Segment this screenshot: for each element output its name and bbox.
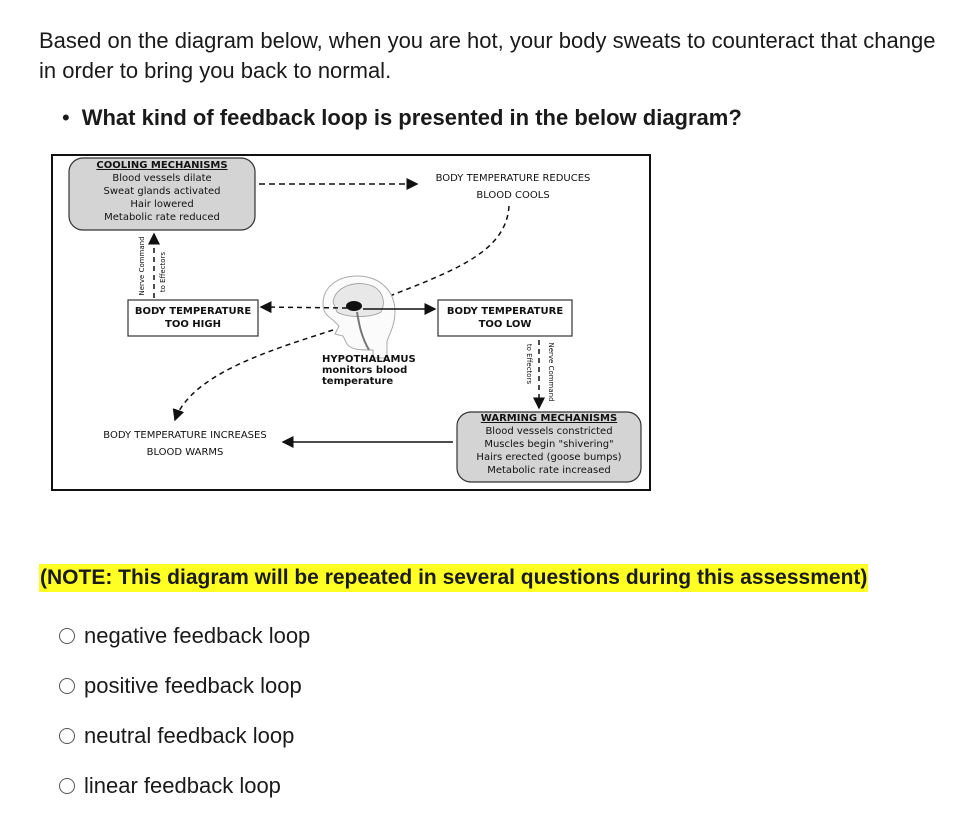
bullet-icon: •: [62, 105, 70, 130]
hypothalamus-line3: temperature: [322, 376, 394, 387]
to-effectors-right-label: to Effectors: [525, 343, 533, 385]
warming-line: Metabolic rate increased: [487, 465, 611, 476]
to-effectors-left-label: to Effectors: [159, 251, 167, 293]
option-neutral-feedback[interactable]: [59, 722, 310, 750]
option-label: negative feedback loop: [84, 623, 311, 648]
option-label: linear feedback loop: [84, 773, 281, 798]
radio-button[interactable]: [59, 728, 75, 744]
too-low-line2: TOO LOW: [478, 319, 532, 330]
blood-cools-label: BLOOD COOLS: [476, 190, 550, 201]
warming-title: WARMING MECHANISMS: [480, 413, 618, 424]
cooling-title: COOLING MECHANISMS: [96, 160, 228, 171]
too-low-line1: BODY TEMPERATURE: [446, 306, 564, 317]
cooling-line: Blood vessels dilate: [112, 173, 212, 184]
radio-button[interactable]: [59, 628, 75, 644]
option-label: neutral feedback loop: [84, 723, 295, 748]
warming-line: Blood vessels constricted: [485, 426, 613, 437]
question-prompt-text: What kind of feedback loop is presented in the below diagram?: [81, 105, 742, 130]
warming-line: Hairs erected (goose bumps): [476, 452, 622, 463]
warming-line: Muscles begin "shivering": [484, 439, 614, 450]
blood-warms-label: BLOOD WARMS: [146, 447, 224, 458]
option-label: positive feedback loop: [84, 673, 302, 698]
radio-button[interactable]: [59, 678, 75, 694]
body-temp-reduces-label: BODY TEMPERATURE REDUCES: [435, 173, 591, 184]
radio-button[interactable]: [59, 778, 75, 794]
too-high-line2: TOO HIGH: [165, 319, 221, 330]
cooling-line: Hair lowered: [130, 199, 194, 210]
question-intro: Based on the diagram below, when you are hot, your body sweats to counteract that change in order to bring you back to normal.: [39, 28, 936, 83]
cooling-line: Sweat glands activated: [103, 186, 221, 197]
nerve-command-right-label: Nerve Command: [547, 342, 555, 402]
option-negative-feedback[interactable]: [59, 622, 310, 650]
note-highlight: (NOTE: This diagram will be repeated in several questions during this assessment): [39, 564, 868, 592]
nerve-command-left-label: Nerve Command: [138, 236, 146, 296]
cooling-line: Metabolic rate reduced: [104, 212, 220, 223]
hypothalamus-line2: monitors blood: [322, 365, 408, 376]
answer-options: [59, 622, 310, 822]
feedback-loop-diagram: [51, 154, 651, 491]
option-linear-feedback[interactable]: [59, 772, 310, 800]
hypothalamus-label: HYPOTHALAMUS: [322, 354, 416, 365]
option-positive-feedback[interactable]: [59, 672, 310, 700]
body-temp-increases-label: BODY TEMPERATURE INCREASES: [103, 430, 267, 441]
too-high-line1: BODY TEMPERATURE: [134, 306, 252, 317]
question-prompt: [62, 104, 742, 132]
